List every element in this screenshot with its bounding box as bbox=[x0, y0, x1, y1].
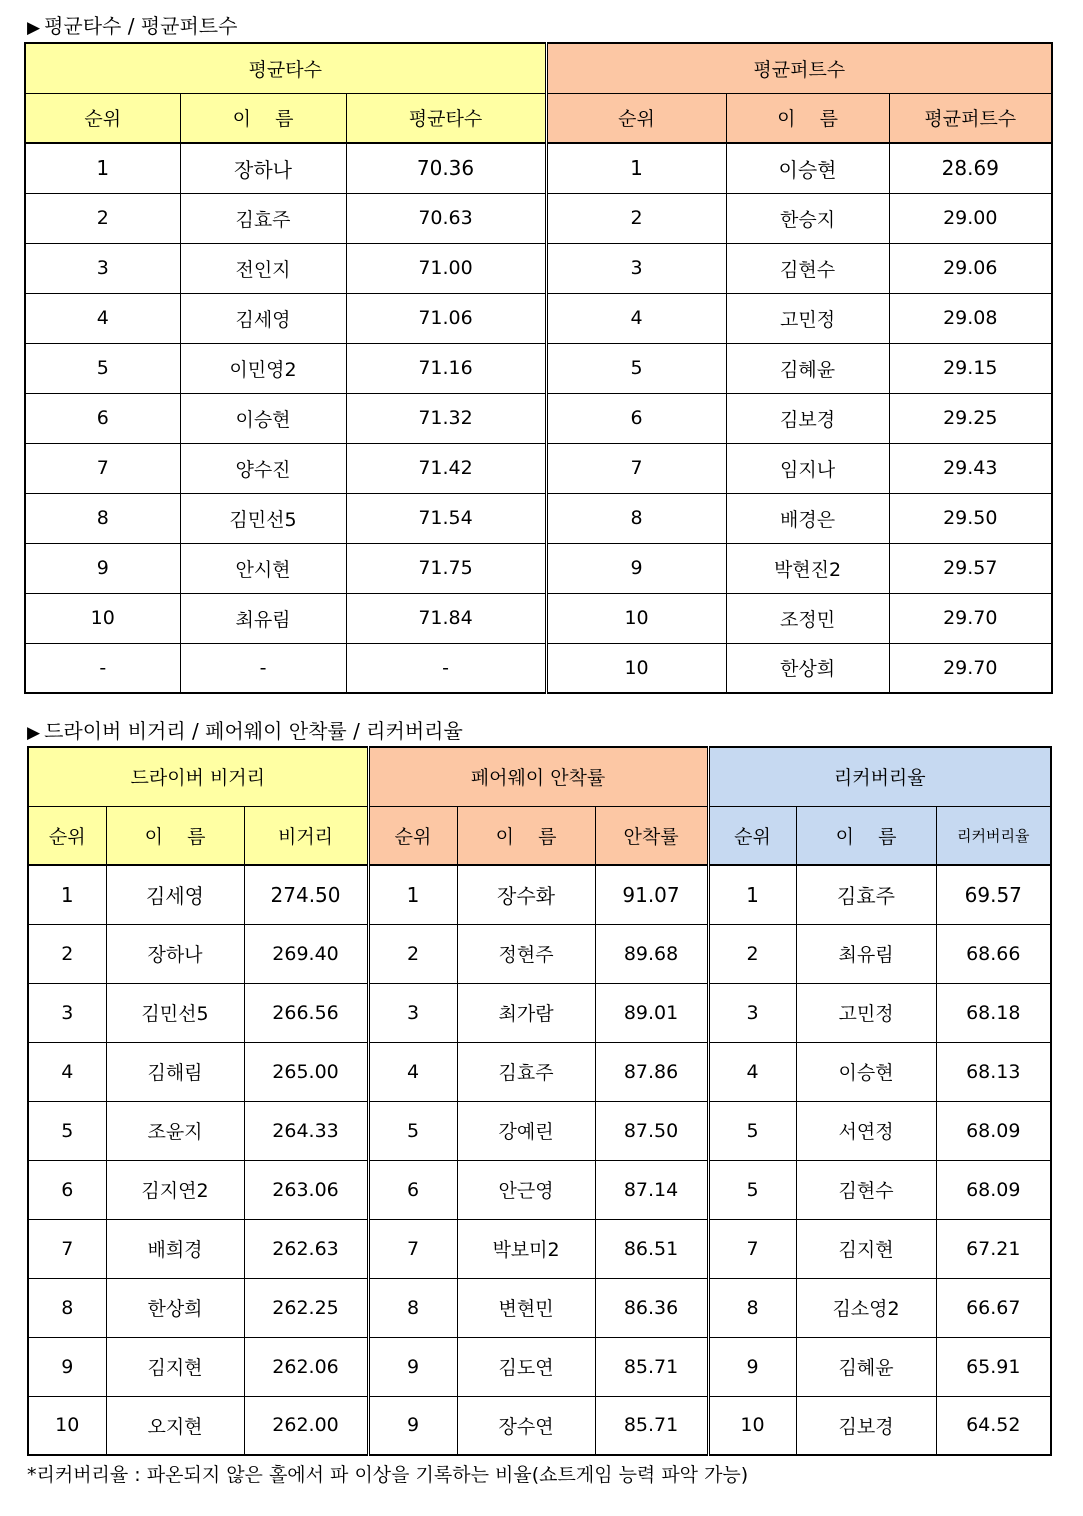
name-cell: 오지현 bbox=[106, 1396, 244, 1455]
name-cell: 장수연 bbox=[457, 1396, 595, 1455]
col-name: 이 름 bbox=[457, 806, 595, 865]
value-cell: 29.70 bbox=[889, 643, 1052, 693]
value-cell: 89.68 bbox=[595, 924, 708, 983]
table-row bbox=[25, 143, 1052, 193]
section2-title: ▶ 드라이버 비거리 / 페어웨이 안착률 / 리커버리율 bbox=[27, 719, 463, 743]
rank-cell: 8 bbox=[368, 1278, 457, 1337]
rank-cell: 3 bbox=[28, 983, 106, 1042]
value-cell: 87.50 bbox=[595, 1101, 708, 1160]
value-cell: 274.50 bbox=[244, 865, 368, 924]
name-cell: 변현민 bbox=[457, 1278, 595, 1337]
value-cell: 28.69 bbox=[889, 143, 1052, 193]
table-row bbox=[25, 443, 1052, 493]
name-cell: 조윤지 bbox=[106, 1101, 244, 1160]
value-cell: 89.01 bbox=[595, 983, 708, 1042]
name-cell: 김해림 bbox=[106, 1042, 244, 1101]
value-cell: 29.43 bbox=[889, 443, 1052, 493]
table-row bbox=[25, 493, 1052, 543]
section1-title: ▶ 평균타수 / 평균퍼트수 bbox=[27, 14, 238, 38]
value-cell: 71.16 bbox=[346, 343, 546, 393]
value-cell: 91.07 bbox=[595, 865, 708, 924]
driving-distance-header: 드라이버 비거리 bbox=[28, 747, 368, 806]
name-cell: 이승현 bbox=[726, 143, 889, 193]
name-cell: 서연정 bbox=[796, 1101, 936, 1160]
value-cell: 266.56 bbox=[244, 983, 368, 1042]
value-cell: 29.70 bbox=[889, 593, 1052, 643]
col-rank: 순위 bbox=[368, 806, 457, 865]
table-row bbox=[25, 643, 1052, 693]
name-cell: 김효주 bbox=[457, 1042, 595, 1101]
value-cell: 29.00 bbox=[889, 193, 1052, 243]
name-cell: 고민정 bbox=[726, 293, 889, 343]
name-cell: 김현수 bbox=[796, 1160, 936, 1219]
rank-cell: 10 bbox=[546, 643, 726, 693]
rank-cell: 2 bbox=[28, 924, 106, 983]
rank-cell: 6 bbox=[368, 1160, 457, 1219]
name-cell: 전인지 bbox=[180, 243, 346, 293]
name-cell: 김현수 bbox=[726, 243, 889, 293]
rank-cell: 7 bbox=[28, 1219, 106, 1278]
name-cell: 이승현 bbox=[180, 393, 346, 443]
table-row bbox=[28, 865, 1051, 924]
name-cell: 안근영 bbox=[457, 1160, 595, 1219]
table-row bbox=[25, 193, 1052, 243]
rank-cell: 3 bbox=[546, 243, 726, 293]
name-cell: 김지연2 bbox=[106, 1160, 244, 1219]
rank-cell: 6 bbox=[25, 393, 180, 443]
value-cell: 69.57 bbox=[936, 865, 1051, 924]
col-recovery: 리커버리율 bbox=[936, 806, 1051, 865]
value-cell: 68.09 bbox=[936, 1101, 1051, 1160]
col-name: 이 름 bbox=[726, 93, 889, 143]
rank-cell: 4 bbox=[25, 293, 180, 343]
value-cell: 85.71 bbox=[595, 1396, 708, 1455]
table-row bbox=[28, 1219, 1051, 1278]
name-cell: 김혜윤 bbox=[796, 1337, 936, 1396]
rank-cell: 9 bbox=[546, 543, 726, 593]
table-row bbox=[25, 543, 1052, 593]
rank-cell: 3 bbox=[25, 243, 180, 293]
name-cell: 김보경 bbox=[796, 1396, 936, 1455]
value-cell: 29.25 bbox=[889, 393, 1052, 443]
value-cell: 68.18 bbox=[936, 983, 1051, 1042]
value-cell: 71.42 bbox=[346, 443, 546, 493]
col-rank: 순위 bbox=[708, 806, 796, 865]
rank-cell: 7 bbox=[368, 1219, 457, 1278]
avg-score-header: 평균타수 bbox=[25, 43, 546, 93]
name-cell: 김도연 bbox=[457, 1337, 595, 1396]
rank-cell: 5 bbox=[368, 1101, 457, 1160]
name-cell: 장수화 bbox=[457, 865, 595, 924]
value-cell: 269.40 bbox=[244, 924, 368, 983]
rank-cell: 5 bbox=[546, 343, 726, 393]
rank-cell: 5 bbox=[708, 1101, 796, 1160]
footnote: *리커버리율 : 파온되지 않은 홀에서 파 이상을 기록하는 비율(쇼트게임 능력 파악 가능) bbox=[27, 1464, 749, 1486]
value-cell: 68.09 bbox=[936, 1160, 1051, 1219]
name-cell: 박보미2 bbox=[457, 1219, 595, 1278]
table-row bbox=[28, 1042, 1051, 1101]
rank-cell: 2 bbox=[546, 193, 726, 243]
col-rank: 순위 bbox=[546, 93, 726, 143]
rank-cell: 1 bbox=[368, 865, 457, 924]
rank-cell: - bbox=[25, 643, 180, 693]
value-cell: 68.13 bbox=[936, 1042, 1051, 1101]
table-row bbox=[25, 293, 1052, 343]
name-cell: 한승지 bbox=[726, 193, 889, 243]
table-row bbox=[25, 343, 1052, 393]
value-cell: - bbox=[346, 643, 546, 693]
name-cell: 김지현 bbox=[796, 1219, 936, 1278]
value-cell: 85.71 bbox=[595, 1337, 708, 1396]
rank-cell: 4 bbox=[708, 1042, 796, 1101]
name-cell: 이민영2 bbox=[180, 343, 346, 393]
rank-cell: 1 bbox=[28, 865, 106, 924]
value-cell: 87.86 bbox=[595, 1042, 708, 1101]
table-row bbox=[28, 924, 1051, 983]
value-cell: 86.51 bbox=[595, 1219, 708, 1278]
name-cell: 김효주 bbox=[180, 193, 346, 243]
col-name: 이 름 bbox=[180, 93, 346, 143]
value-cell: 68.66 bbox=[936, 924, 1051, 983]
name-cell: 임지나 bbox=[726, 443, 889, 493]
rank-cell: 10 bbox=[708, 1396, 796, 1455]
rank-cell: 7 bbox=[546, 443, 726, 493]
value-cell: 262.63 bbox=[244, 1219, 368, 1278]
triangle-bullet-icon: ▶ bbox=[27, 723, 41, 743]
col-name: 이 름 bbox=[106, 806, 244, 865]
col-distance: 비거리 bbox=[244, 806, 368, 865]
table-row bbox=[25, 243, 1052, 293]
table-row bbox=[28, 1160, 1051, 1219]
value-cell: 262.06 bbox=[244, 1337, 368, 1396]
rank-cell: 6 bbox=[28, 1160, 106, 1219]
name-cell: 김민선5 bbox=[180, 493, 346, 543]
value-cell: 70.36 bbox=[346, 143, 546, 193]
table-row bbox=[28, 1337, 1051, 1396]
rank-cell: 5 bbox=[708, 1160, 796, 1219]
rank-cell: 4 bbox=[546, 293, 726, 343]
name-cell: 박현진2 bbox=[726, 543, 889, 593]
col-accuracy: 안착률 bbox=[595, 806, 708, 865]
name-cell: 강예린 bbox=[457, 1101, 595, 1160]
fairway-accuracy-header: 페어웨이 안착률 bbox=[368, 747, 708, 806]
rank-cell: 3 bbox=[368, 983, 457, 1042]
scoring-putting-table bbox=[24, 42, 1053, 694]
rank-cell: 10 bbox=[28, 1396, 106, 1455]
col-rank: 순위 bbox=[28, 806, 106, 865]
name-cell: 김세영 bbox=[106, 865, 244, 924]
col-avg-putt: 평균퍼트수 bbox=[889, 93, 1052, 143]
rank-cell: 9 bbox=[28, 1337, 106, 1396]
rank-cell: 3 bbox=[708, 983, 796, 1042]
value-cell: 67.21 bbox=[936, 1219, 1051, 1278]
value-cell: 65.91 bbox=[936, 1337, 1051, 1396]
value-cell: 71.06 bbox=[346, 293, 546, 343]
rank-cell: 2 bbox=[368, 924, 457, 983]
col-avg-score: 평균타수 bbox=[346, 93, 546, 143]
rank-cell: 8 bbox=[546, 493, 726, 543]
name-cell: 최유림 bbox=[180, 593, 346, 643]
table-row bbox=[28, 983, 1051, 1042]
col-rank: 순위 bbox=[25, 93, 180, 143]
driving-fairway-recovery-table bbox=[27, 746, 1052, 1456]
name-cell: 안시현 bbox=[180, 543, 346, 593]
name-cell: 최가람 bbox=[457, 983, 595, 1042]
rank-cell: 5 bbox=[28, 1101, 106, 1160]
rank-cell: 2 bbox=[25, 193, 180, 243]
name-cell: 정현주 bbox=[457, 924, 595, 983]
name-cell: 김보경 bbox=[726, 393, 889, 443]
name-cell: 김혜윤 bbox=[726, 343, 889, 393]
rank-cell: 2 bbox=[708, 924, 796, 983]
rank-cell: 4 bbox=[28, 1042, 106, 1101]
rank-cell: 10 bbox=[25, 593, 180, 643]
rank-cell: 8 bbox=[708, 1278, 796, 1337]
name-cell: 김효주 bbox=[796, 865, 936, 924]
value-cell: 66.67 bbox=[936, 1278, 1051, 1337]
rank-cell: 9 bbox=[25, 543, 180, 593]
rank-cell: 8 bbox=[28, 1278, 106, 1337]
name-cell: 김소영2 bbox=[796, 1278, 936, 1337]
rank-cell: 9 bbox=[368, 1337, 457, 1396]
name-cell: 이승현 bbox=[796, 1042, 936, 1101]
rank-cell: 9 bbox=[708, 1337, 796, 1396]
value-cell: 71.00 bbox=[346, 243, 546, 293]
value-cell: 262.25 bbox=[244, 1278, 368, 1337]
name-cell: 장하나 bbox=[106, 924, 244, 983]
value-cell: 29.50 bbox=[889, 493, 1052, 543]
rank-cell: 4 bbox=[368, 1042, 457, 1101]
name-cell: 장하나 bbox=[180, 143, 346, 193]
name-cell: - bbox=[180, 643, 346, 693]
triangle-bullet-icon: ▶ bbox=[27, 18, 41, 38]
table-row bbox=[28, 1278, 1051, 1337]
value-cell: 29.57 bbox=[889, 543, 1052, 593]
rank-cell: 7 bbox=[708, 1219, 796, 1278]
name-cell: 최유림 bbox=[796, 924, 936, 983]
recovery-rate-header: 리커버리율 bbox=[708, 747, 1051, 806]
value-cell: 71.54 bbox=[346, 493, 546, 543]
name-cell: 한상희 bbox=[106, 1278, 244, 1337]
rank-cell: 10 bbox=[546, 593, 726, 643]
value-cell: 265.00 bbox=[244, 1042, 368, 1101]
value-cell: 71.75 bbox=[346, 543, 546, 593]
col-name: 이 름 bbox=[796, 806, 936, 865]
name-cell: 고민정 bbox=[796, 983, 936, 1042]
value-cell: 71.84 bbox=[346, 593, 546, 643]
value-cell: 264.33 bbox=[244, 1101, 368, 1160]
value-cell: 70.63 bbox=[346, 193, 546, 243]
rank-cell: 8 bbox=[25, 493, 180, 543]
name-cell: 조정민 bbox=[726, 593, 889, 643]
name-cell: 김민선5 bbox=[106, 983, 244, 1042]
value-cell: 86.36 bbox=[595, 1278, 708, 1337]
avg-putt-header: 평균퍼트수 bbox=[546, 43, 1052, 93]
rank-cell: 7 bbox=[25, 443, 180, 493]
rank-cell: 5 bbox=[25, 343, 180, 393]
value-cell: 262.00 bbox=[244, 1396, 368, 1455]
table-row bbox=[28, 1396, 1051, 1455]
rank-cell: 1 bbox=[708, 865, 796, 924]
name-cell: 김세영 bbox=[180, 293, 346, 343]
rank-cell: 6 bbox=[546, 393, 726, 443]
value-cell: 64.52 bbox=[936, 1396, 1051, 1455]
table-row bbox=[28, 1101, 1051, 1160]
value-cell: 71.32 bbox=[346, 393, 546, 443]
name-cell: 양수진 bbox=[180, 443, 346, 493]
name-cell: 배희경 bbox=[106, 1219, 244, 1278]
table-row bbox=[25, 393, 1052, 443]
value-cell: 29.15 bbox=[889, 343, 1052, 393]
rank-cell: 9 bbox=[368, 1396, 457, 1455]
name-cell: 김지현 bbox=[106, 1337, 244, 1396]
name-cell: 한상희 bbox=[726, 643, 889, 693]
name-cell: 배경은 bbox=[726, 493, 889, 543]
value-cell: 29.08 bbox=[889, 293, 1052, 343]
value-cell: 29.06 bbox=[889, 243, 1052, 293]
table-row bbox=[25, 593, 1052, 643]
rank-cell: 1 bbox=[546, 143, 726, 193]
rank-cell: 1 bbox=[25, 143, 180, 193]
value-cell: 87.14 bbox=[595, 1160, 708, 1219]
value-cell: 263.06 bbox=[244, 1160, 368, 1219]
